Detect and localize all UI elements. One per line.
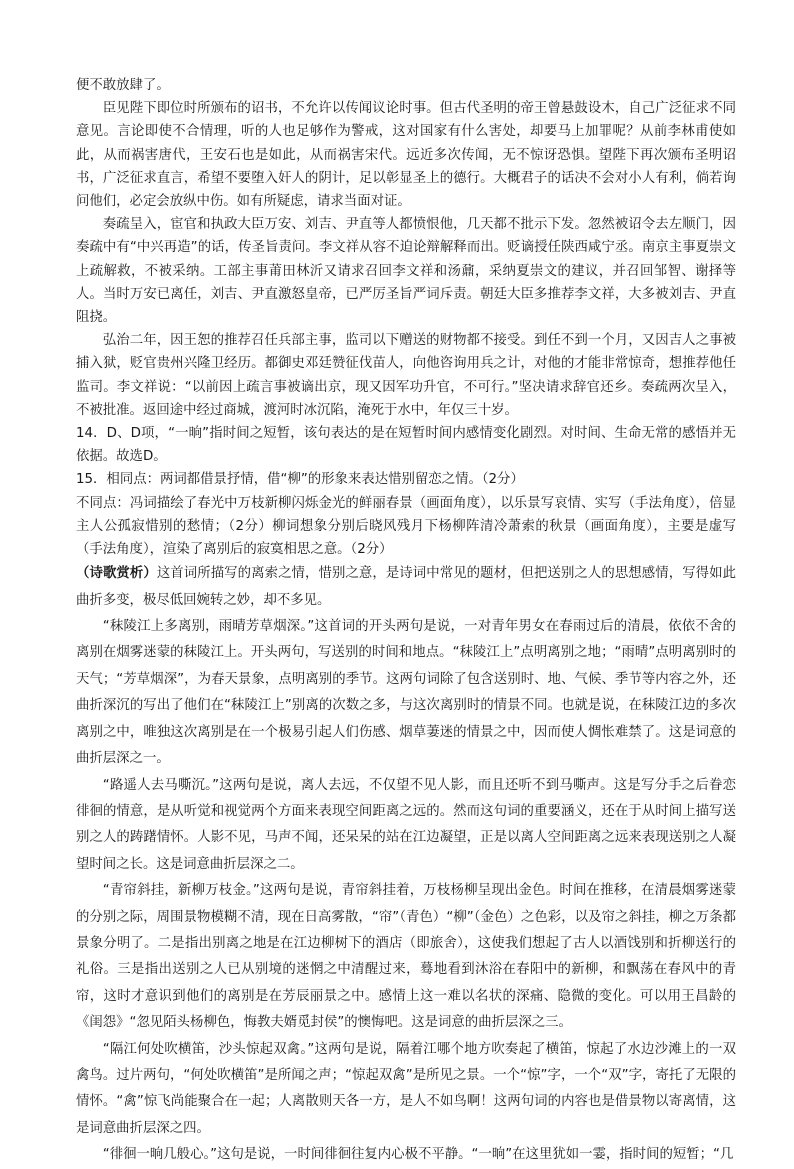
paragraph: “青帘斜挂，新柳万枝金。”这两句是说，青帘斜挂着，万枝杨柳呈现出金色。时间在推移，在清晨烟雾迷蒙的分别之际，周围景物模糊不清，现在日高雾散，“帘”（青色）“柳”（金色）之色彩，以及帘之斜挂，柳之万条都景象分明了。二是指出别离之地是在江边柳树下的酒店（即旅舍），这使我们想起了古人以酒饯别和折柳送行的礼俗。三是指出送别之人已从别境的迷惘之中清醒过来，蓦地看到沐浴在春阳中的新柳，和飘荡在春风中的青帘，这时才意识到他们的离别是在芳辰丽景之中。感情上这一难以名状的深痛、隐微的变化。可以用王昌龄的《闺怨》“忽见陌头杨柳色，悔教夫婿觅封侯”的懊悔吧。这是词意的曲折层深之三。 xyxy=(76,883,736,1031)
paragraph: 奏疏呈入，宦官和执政大臣万安、刘吉、尹直等人都愤恨他，几天都不批示下发。忽然被诏令去左顺门，因奏疏中有“中兴再造”的话，传圣旨责问。李文祥从容不迫论辩解释而出。贬谪授任陕西咸宁丞。南京主事夏崇文上疏解救，不被采纳。工部主事莆田林沂又请求召回李文祥和汤鼐，采纳夏崇文的建议，并召回邹智、谢择等人。当时万安已离任，刘吉、尹直激怒皇帝，已严厉圣旨严词斥责。朝廷大臣多推荐李文祥，大多被刘吉、尹直阻挠。 xyxy=(76,217,736,326)
paragraph: “徘徊一晌几般心。”这句是说，一时间徘徊往复内心极不平静。“一晌”在这里犹如一霎，指时间的短暂；“几 xyxy=(102,1147,734,1163)
paragraph: “路遥人去马嘶沉。”这两句是说，离人去远，不仅望不见人影，而且还听不到马嘶声。这是写分手之后眷恋徘徊的情意，是从听觉和视觉两个方面来表现空间距离之远的。然而这句词的重要涵义，还在于从时间上描写送别之人的踌躇情怀。人影不见，马声不闻，还呆呆的站在江边凝望，正是以离人空间距离之远来表现送别之人凝望时间之长。这是词意曲折层深之二。 xyxy=(76,777,736,872)
answer-15-difference: 不同点：冯词描绘了春光中万枝新柳闪烁金光的鲜丽春景（画面角度），以乐景写哀情、实写（手法角度），倍显主人公孤寂惜别的愁情；（2分）柳词想象分别后晓风残月下杨柳阵清冷萧索的秋景（画面角度），主要是虚写（手法角度），渲染了离别后的寂寞相思之意。（2分） xyxy=(76,495,736,558)
answer-14: 14．D、D项，“一晌”指时间之短暂，该句表达的是在短暂时间内感情变化剧烈。对时间、生命无常的感悟并无依据。故选D。 xyxy=(76,426,736,465)
poem-appreciation-intro xyxy=(76,561,736,614)
paragraph: 弘治二年，因王恕的推荐召任兵部主事，监司以下赠送的财物都不接受。到任不到一个月，又因吉人之事被捕入狱，贬官贵州兴隆卫经历。都御史邓廷赞征伐苗人，向他咨询用兵之计，对他的才能非常惊奇，想推荐他任监司。李文祥说：“以前因上疏言事被谪出京，现又因军功升官，不可行。”坚决请求辞官还乡。奏疏两次呈入，不被批准。返回途中经过商城，渡河时冰沉陷，淹死于水中，年仅三十岁。 xyxy=(76,333,736,418)
paragraph-text: 这首词所描写的离索之情，惜别之意，是诗词中常见的题材，但把送别之人的思想感情，写得如此曲折多变，极尽低回婉转之妙，却不多见。 xyxy=(76,566,736,608)
paragraph: 臣见陛下即位时所颁布的诏书，不允许以传闻议论时事。但古代圣明的帝王曾悬鼓设木，自己广泛征求不同意见。言论即使不合情理，听的人也足够作为警戒，这对国家有什么害处，却要马上加罪呢？从前李林甫使如此，从而祸害唐代，王安石也是如此，从而祸害宋代。远近多次传闻，无不惊讶恐惧。望陛下再次颁布圣明诏书，广泛征求直言，希望不要堕入奸人的阴计，足以彰显圣上的德行。大概君子的话决不会对小人有利，倘若询问他们，必定会放纵中伤。如有所疑虑，请求当面对证。 xyxy=(76,101,736,210)
paragraph: “秣陵江上多离别，雨晴芳草烟深。”这首词的开头两句是说，一对青年男女在春雨过后的清晨，依依不舍的离别在烟雾迷蒙的秣陵江上。开头两句，写送别的时间和地点。“秣陵江上”点明离别之地；“雨晴”点明离别时的天气；“芳草烟深”，为春天景象，点明离别的季节。这两句词除了包含送别时、地、气候、季节等内容之外，还曲折深沉的写出了他们在“秣陵江上”别离的次数之多，与这次离别时的情景不同。也就是说，在秣陵江边的多次离别之中，唯独这次离别是在一个极易引起人们伤感、烟草萋迷的情景之中，因而使人惆怅难禁了。这是词意的曲折层深之一。 xyxy=(76,619,736,767)
answer-15-similarity: 15．相同点：两词都借景抒情，借“柳”的形象来表达惜别留恋之情。（2分） xyxy=(76,472,524,488)
document-page xyxy=(76,74,736,1169)
section-tag: （诗歌赏析） xyxy=(76,566,157,582)
paragraph: 便不敢放肆了。 xyxy=(76,78,170,93)
paragraph: “隔江何处吹横笛，沙头惊起双禽。”这两句是说，隔着江哪个地方吹奏起了横笛，惊起了水边沙滩上的一双禽鸟。过片两句，“何处吹横笛”是所闻之声；“惊起双禽”是所见之景。一个“惊”字，一个“双”字，寄托了无限的情怀。“禽”惊飞尚能聚合在一起；人离散则天各一方，是人不如鸟啊！这两句词的内容也是借景物以寄离情，这是词意曲折层深之四。 xyxy=(76,1041,736,1136)
